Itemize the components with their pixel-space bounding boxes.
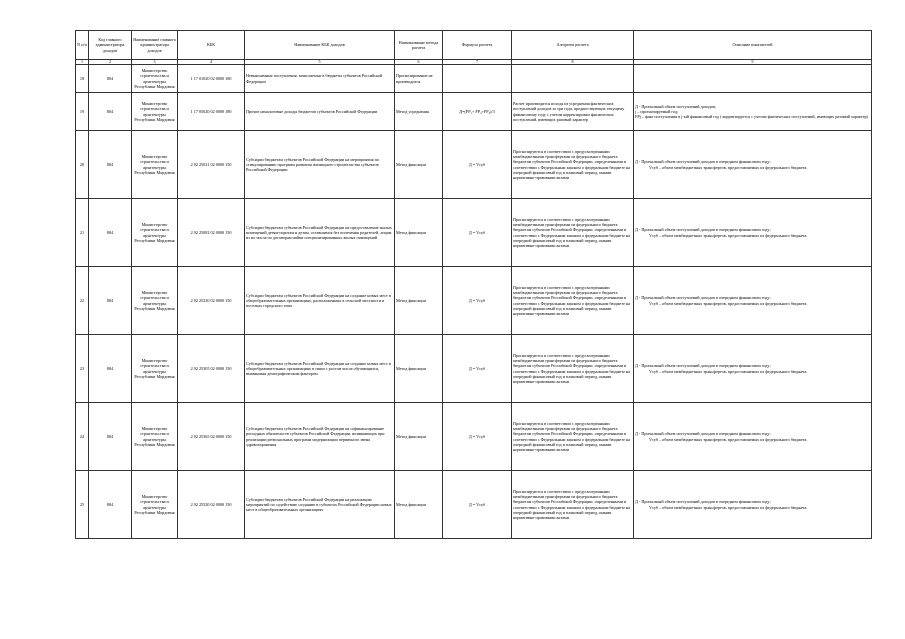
description-line: Vсуб – объем межбюджетных трансфертов, предоставляемых из федерального бюджета.	[649, 368, 808, 374]
calc-method: Метод усреднения	[395, 93, 443, 131]
calc-method: Метод фиксации	[395, 403, 443, 471]
row-number: 22	[76, 267, 89, 335]
description-line: Д - Прогнозный объем поступлений доходов в очередном финансовом году;	[635, 227, 771, 233]
indicator-description	[634, 65, 872, 93]
header-description: Описание показателей	[634, 31, 872, 60]
calc-algorithm: Прогнозируются в соответствии с предусмотренными межбюджетными трансфертами из федерального бюджета бюджетам субъектов Российской Федерации, определенными в соответствии с Федеральным законом о федеральном бюджете на очередной финансовый год и плановый период, иными нормативно-правовыми актами	[512, 199, 634, 267]
calc-method: Метод фиксации	[395, 131, 443, 199]
row-number: 21	[76, 199, 89, 267]
calc-formula: Д = Vсуб	[443, 131, 512, 199]
calc-algorithm: Прогнозируются в соответствии с предусмотренными межбюджетными трансфертами из федерального бюджета бюджетам субъектов Российской Федерации, определенными в соответствии с Федеральным законом о федеральном бюджете на очередной финансовый год и плановый период, иными нормативно-правовыми актами	[512, 267, 634, 335]
row-number: 23	[76, 335, 89, 403]
column-number: 9	[634, 60, 872, 65]
admin-code: 804	[89, 267, 132, 335]
header-row	[76, 31, 872, 60]
table-row	[76, 131, 872, 199]
calc-algorithm: Прогнозируются в соответствии с предусмотренными межбюджетными трансфертами из федерального бюджета бюджетам субъектов Российской Федерации, определенными в соответствии с Федеральным законом о федеральном бюджете на очередной финансовый год и плановый период, иными нормативно-правовыми актами	[512, 131, 634, 199]
admin-name: Министерство строительства и архитектуры Республики Мордовия	[132, 93, 178, 131]
admin-code: 804	[89, 403, 132, 471]
column-number: 5	[245, 60, 395, 65]
calc-formula: Д = Vсуб	[443, 267, 512, 335]
row-number: 24	[76, 403, 89, 471]
description-line: Д - Прогнозный объем поступлений доходов в очередном финансовом году;	[635, 159, 771, 165]
kbk-name: Субсидии бюджетам субъектов Российской Федерации на создание новых мест в общеобразовательных организациях, расположенных в сельской местности и поселках городского типа	[245, 267, 395, 335]
indicator-description	[634, 267, 872, 335]
calc-formula: Д = Vсуб	[443, 471, 512, 539]
kbk-code: 1 17 01020 02 0000 180	[178, 65, 245, 93]
indicator-description	[634, 403, 872, 471]
column-number: 2	[89, 60, 132, 65]
admin-name: Министерство строительства и архитектуры Республики Мордовия	[132, 471, 178, 539]
column-number: 1	[76, 60, 89, 65]
calc-algorithm	[512, 65, 634, 93]
kbk-name: Субсидии бюджетам субъектов Российской Федерации на создание новых мест в общеобразовательных организациях в связи с ростом числа обучающихся, вызванным демографическим фактором	[245, 335, 395, 403]
table-row	[76, 403, 872, 471]
table-row	[76, 93, 872, 131]
admin-name: Министерство строительства и архитектуры Республики Мордовия	[132, 403, 178, 471]
admin-code: 804	[89, 335, 132, 403]
row-number: 19	[76, 93, 89, 131]
kbk-name: Невыясненные поступления, зачисляемые в бюджеты субъектов Российской Федерации	[245, 65, 395, 93]
kbk-code: 2 02 25021 02 0000 150	[178, 131, 245, 199]
kbk-name: Субсидии бюджетам субъектов Российской Федерации на реализацию мероприятий по содействию созданию в субъектах Российской Федерации новых мест в общеобразовательных организациях	[245, 471, 395, 539]
admin-name: Министерство строительства и архитектуры Республики Мордовия	[132, 131, 178, 199]
calc-formula: Д=(FP₁+ FP₂+FP₃)/3	[443, 93, 512, 131]
header-admin-name: Наименование главного администратора доходов	[132, 31, 178, 60]
admin-code: 804	[89, 199, 132, 267]
calc-formula	[443, 65, 512, 93]
indicator-description	[634, 471, 872, 539]
column-number: 6	[395, 60, 443, 65]
calc-method: Метод фиксации	[395, 267, 443, 335]
table-row	[76, 471, 872, 539]
description-line: Д - Прогнозный объем поступлений доходов в очередном финансовом году;	[635, 431, 771, 437]
description-line: Vсуб – объем межбюджетных трансфертов, предоставляемых из федерального бюджета.	[649, 164, 808, 170]
table-row	[76, 335, 872, 403]
indicator-description	[634, 199, 872, 267]
description-line: Д - Прогнозный объем поступлений доходов в очередном финансовом году;	[635, 499, 771, 505]
admin-code: 804	[89, 93, 132, 131]
admin-name: Министерство строительства и архитектуры Республики Мордовия	[132, 199, 178, 267]
calc-formula: Д = Vсуб	[443, 403, 512, 471]
kbk-code: 2 02 25082 02 0000 150	[178, 199, 245, 267]
admin-name: Министерство строительства и архитектуры Республики Мордовия	[132, 267, 178, 335]
row-number: 18	[76, 65, 89, 93]
description-line: j – прогнозируемый год; FPj – факт поступления в j-ый финансовый год ( корректируется с учетом фактических поступлений, имеющих разовый характер)	[635, 108, 868, 120]
calc-formula: Д = Vсуб	[443, 199, 512, 267]
calc-algorithm: Расчет производится исходя из усреднения фактических поступлений доходов за три года, предшествующих текущему финансовому году с учетом корректировки фактических поступлений, имеющих разовый характер	[512, 93, 634, 131]
header-kbk-name: Наименование КБК доходов	[245, 31, 395, 60]
description-line: Vсуб – объем межбюджетных трансфертов, предоставляемых из федерального бюджета.	[649, 436, 808, 442]
kbk-code: 2 02 25365 02 0000 150	[178, 403, 245, 471]
header-formula: Формула расчета	[443, 31, 512, 60]
admin-code: 804	[89, 131, 132, 199]
kbk-name: Субсидии бюджетам субъектов Российской Федерации на предоставление жилых помещений детям-сиротам и детям, оставшимся без попечения родителей, лицам из их числа по договорам найма специализированных жилых помещений	[245, 199, 395, 267]
indicator-description	[634, 335, 872, 403]
kbk-name: Субсидии бюджетам субъектов Российской Федерации на софинансирование расходных обязательств субъектов Российской Федерации, возникающих при реализации региональных программ модернизации первичного звена здравоохранения	[245, 403, 395, 471]
calc-method: Прогнозирование не производится	[395, 65, 443, 93]
description-line: Vсуб – объем межбюджетных трансфертов, предоставляемых из федерального бюджета.	[649, 300, 808, 306]
column-number: 8	[512, 60, 634, 65]
column-number: 3	[132, 60, 178, 65]
kbk-name: Субсидии бюджетам субъектов Российской Федерации на мероприятия по стимулированию программ развития жилищного строительства субъектов Российской Федерации	[245, 131, 395, 199]
header-algorithm: Алгоритм расчета	[512, 31, 634, 60]
header-method: Наименование метода расчета	[395, 31, 443, 60]
admin-name: Министерство строительства и архитектуры Республики Мордовия	[132, 65, 178, 93]
admin-code: 804	[89, 65, 132, 93]
kbk-code: 2 02 25520 02 0000 150	[178, 471, 245, 539]
indicator-description	[634, 93, 872, 131]
column-number: 4	[178, 60, 245, 65]
kbk-code: 2 02 25305 02 0000 150	[178, 335, 245, 403]
header-admin-code: Код главного администратора доходов	[89, 31, 132, 60]
kbk-code: 2 02 25230 02 0000 150	[178, 267, 245, 335]
header-kbk: КБК	[178, 31, 245, 60]
description-line: Д - Прогнозный объем поступлений доходов в очередном финансовом году;	[635, 363, 771, 369]
indicator-description	[634, 131, 872, 199]
description-line: Vсуб – объем межбюджетных трансфертов, предоставляемых из федерального бюджета.	[649, 504, 808, 510]
column-number: 7	[443, 60, 512, 65]
kbk-code: 1 17 05020 02 0000 180	[178, 93, 245, 131]
calc-algorithm: Прогнозируются в соответствии с предусмотренными межбюджетными трансфертами из федерального бюджета бюджетам субъектов Российской Федерации, определенными в соответствии с Федеральным законом о федеральном бюджете на очередной финансовый год и плановый период, иными нормативно-правовыми актами	[512, 403, 634, 471]
kbk-name: Прочие неналоговые доходы бюджетов субъектов Российской Федерации	[245, 93, 395, 131]
row-number: 25	[76, 471, 89, 539]
calc-algorithm: Прогнозируются в соответствии с предусмотренными межбюджетными трансфертами из федерального бюджета бюджетам субъектов Российской Федерации, определенными в соответствии с Федеральным законом о федеральном бюджете на очередной финансовый год и плановый период, иными нормативно-правовыми актами	[512, 471, 634, 539]
admin-name: Министерство строительства и архитектуры Республики Мордовия	[132, 335, 178, 403]
calc-method: Метод фиксации	[395, 471, 443, 539]
description-line: Д - Прогнозный объем поступлений доходов в очередном финансовом году;	[635, 295, 771, 301]
description-line: Д - Прогнозный объем поступлений доходов;	[635, 103, 716, 109]
table-row	[76, 65, 872, 93]
calc-method: Метод фиксации	[395, 335, 443, 403]
calc-algorithm: Прогнозируются в соответствии с предусмотренными межбюджетными трансфертами из федерального бюджета бюджетам субъектов Российской Федерации, определенными в соответствии с Федеральным законом о федеральном бюджете на очередной финансовый год и плановый период, иными нормативно-правовыми актами	[512, 335, 634, 403]
calc-formula: Д = Vсуб	[443, 335, 512, 403]
table-row	[76, 199, 872, 267]
description-line: Vсуб – объем межбюджетных трансфертов, предоставляемых из федерального бюджета.	[649, 232, 808, 238]
admin-code: 804	[89, 471, 132, 539]
revenue-methods-table	[75, 30, 872, 539]
header-n: N п/п	[76, 31, 89, 60]
row-number: 20	[76, 131, 89, 199]
calc-method: Метод фиксации	[395, 199, 443, 267]
table-row	[76, 267, 872, 335]
